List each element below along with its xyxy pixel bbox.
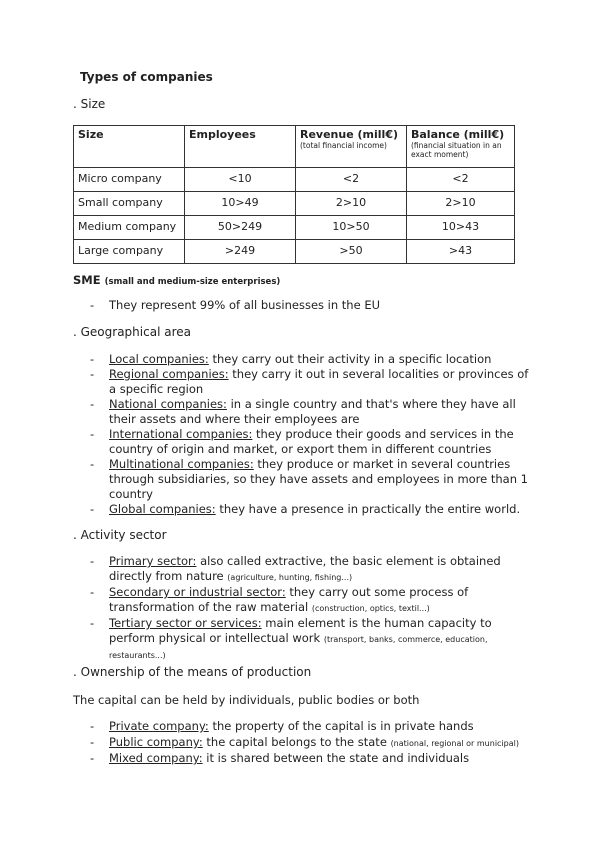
table-header: Balance (mill€) (financial situation in an exact moment): [407, 126, 515, 168]
geographical-list: [90, 352, 530, 517]
table-cell: <2: [296, 168, 407, 192]
sme-list: [90, 298, 530, 313]
table-row: [74, 168, 515, 192]
table-cell: 2>10: [296, 192, 407, 216]
sme-heading: [73, 273, 280, 288]
activity-list: [90, 554, 530, 663]
sme-label: SME: [73, 273, 101, 287]
term-regional-companies: Regional companies:: [109, 367, 229, 381]
list-item: - International companies: they produce their goods and services in the country of origin and market, or export them in different countries: [90, 427, 530, 457]
table-row: [74, 240, 515, 264]
table-cell: 10>49: [185, 192, 296, 216]
sme-note: (small and medium-size enterprises): [104, 277, 281, 287]
term-secondary-sector: Secondary or industrial sector:: [109, 585, 286, 599]
table-row: [74, 216, 515, 240]
table-header: Size: [74, 126, 185, 168]
list-item: - They represent 99% of all businesses in the EU: [90, 298, 530, 313]
list-item: - Global companies: they have a presence in practically the entire world.: [90, 502, 530, 517]
term-local-companies: Local companies:: [109, 352, 209, 366]
term-mixed-company: Mixed company:: [109, 751, 203, 765]
table-cell: >50: [296, 240, 407, 264]
section-heading-ownership: . Ownership of the means of production: [73, 665, 312, 679]
table-cell: 50>249: [185, 216, 296, 240]
page-title: Types of companies: [80, 70, 213, 84]
section-heading-activity: . Activity sector: [73, 528, 167, 542]
term-tertiary-sector: Tertiary sector or services:: [109, 616, 262, 630]
table-header: Revenue (mill€) (total financial income): [296, 126, 407, 168]
table-header-row: [74, 126, 515, 168]
table-header: Employees: [185, 126, 296, 168]
table-cell: >43: [407, 240, 515, 264]
company-size-table: [73, 125, 515, 264]
list-item: - Primary sector: also called extractive, the basic element is obtained directly from nature (agriculture, hunting, fishing...): [90, 554, 530, 585]
table-row: [74, 192, 515, 216]
term-national-companies: National companies:: [109, 397, 227, 411]
list-item: - National companies: in a single country and that's where they have all their assets and where their employees are: [90, 397, 530, 427]
term-primary-sector: Primary sector:: [109, 554, 197, 568]
list-item: - Secondary or industrial sector: they carry out some process of transformation of the raw material (construction, optics, textil...): [90, 585, 530, 616]
term-public-company: Public company:: [109, 735, 203, 749]
list-item: - Mixed company: it is shared between the state and individuals: [90, 751, 530, 767]
table-cell: 2>10: [407, 192, 515, 216]
section-heading-size: . Size: [73, 97, 106, 111]
table-cell: Medium company: [74, 216, 185, 240]
table-cell: 10>43: [407, 216, 515, 240]
list-item: - Local companies: they carry out their activity in a specific location: [90, 352, 530, 367]
section-heading-geographical: . Geographical area: [73, 325, 191, 339]
list-item: - Public company: the capital belongs to the state (national, regional or municipal): [90, 735, 530, 751]
term-private-company: Private company:: [109, 719, 209, 733]
list-item: - Private company: the property of the capital is in private hands: [90, 719, 530, 735]
term-international-companies: International companies:: [109, 427, 253, 441]
table-cell: <2: [407, 168, 515, 192]
ownership-intro: The capital can be held by individuals, public bodies or both: [73, 693, 420, 707]
table-cell: 10>50: [296, 216, 407, 240]
list-item: - Tertiary sector or services: main element is the human capacity to perform physical or intellectual work (transport, banks, commerce, education, restaurants...): [90, 616, 530, 663]
table-cell: <10: [185, 168, 296, 192]
term-multinational-companies: Multinational companies:: [109, 457, 254, 471]
list-item: - Regional companies: they carry it out in several localities or provinces of a specific region: [90, 367, 530, 397]
list-item: - Multinational companies: they produce or market in several countries through subsidiaries, so they have assets and employees in more than 1 country: [90, 457, 530, 502]
table-cell: Micro company: [74, 168, 185, 192]
table-cell: Small company: [74, 192, 185, 216]
table-cell: Large company: [74, 240, 185, 264]
ownership-list: [90, 719, 530, 767]
table-cell: >249: [185, 240, 296, 264]
term-global-companies: Global companies:: [109, 502, 216, 516]
